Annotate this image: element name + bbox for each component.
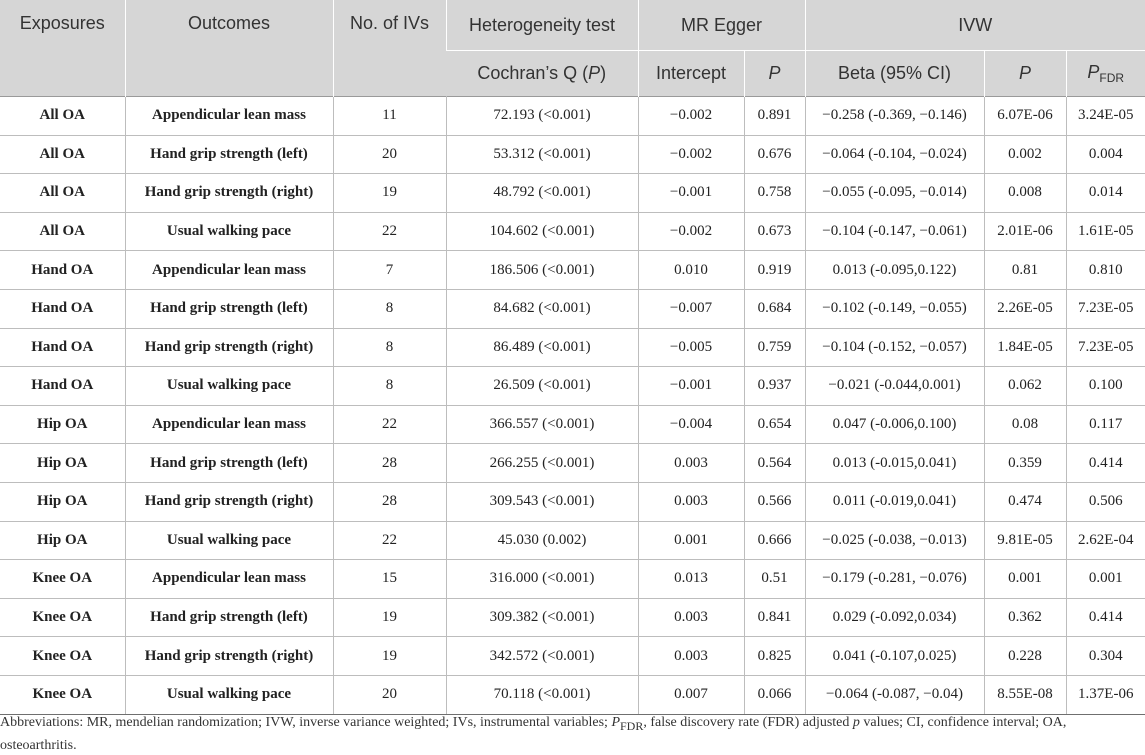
num-ivs-cell: 19 <box>333 598 446 637</box>
num-ivs-cell: 28 <box>333 482 446 521</box>
num-ivs-cell: 7 <box>333 251 446 290</box>
intercept-cell: 0.007 <box>638 675 744 714</box>
pfdr-cell: 0.117 <box>1066 405 1145 444</box>
outcome-cell: Hand grip strength (right) <box>125 174 333 213</box>
ivw-p-cell: 1.84E-05 <box>984 328 1066 367</box>
ivw-p-cell: 0.062 <box>984 367 1066 406</box>
ivw-p-cell: 6.07E-06 <box>984 97 1066 136</box>
beta-ci-cell: 0.047 (-0.006,0.100) <box>805 405 984 444</box>
table-row <box>0 560 1145 599</box>
intercept-cell: −0.001 <box>638 367 744 406</box>
num-ivs-cell: 19 <box>333 174 446 213</box>
egger-p-cell: 0.758 <box>744 174 805 213</box>
beta-ci-cell: −0.055 (-0.095, −0.014) <box>805 174 984 213</box>
intercept-cell: 0.003 <box>638 482 744 521</box>
exposure-cell: Hip OA <box>0 405 125 444</box>
header-intercept: Intercept <box>638 51 744 97</box>
cochran-q-cell: 309.543 (<0.001) <box>446 482 638 521</box>
num-ivs-cell: 8 <box>333 367 446 406</box>
exposure-cell: Hand OA <box>0 289 125 328</box>
pfdr-cell: 0.100 <box>1066 367 1145 406</box>
egger-p-cell: 0.566 <box>744 482 805 521</box>
egger-p-cell: 0.891 <box>744 97 805 136</box>
pfdr-cell: 0.001 <box>1066 560 1145 599</box>
pfdr-cell: 7.23E-05 <box>1066 289 1145 328</box>
beta-ci-cell: 0.013 (-0.015,0.041) <box>805 444 984 483</box>
exposure-cell: All OA <box>0 97 125 136</box>
header-heterogeneity-test: Heterogeneity test <box>446 0 638 51</box>
cochran-q-cell: 70.118 (<0.001) <box>446 675 638 714</box>
outcome-cell: Usual walking pace <box>125 367 333 406</box>
num-ivs-cell: 20 <box>333 675 446 714</box>
exposure-cell: Hand OA <box>0 328 125 367</box>
cochran-q-cell: 48.792 (<0.001) <box>446 174 638 213</box>
intercept-cell: 0.003 <box>638 444 744 483</box>
outcome-cell: Appendicular lean mass <box>125 97 333 136</box>
exposure-cell: All OA <box>0 212 125 251</box>
intercept-cell: −0.001 <box>638 174 744 213</box>
egger-p-cell: 0.684 <box>744 289 805 328</box>
outcome-cell: Appendicular lean mass <box>125 405 333 444</box>
intercept-cell: 0.001 <box>638 521 744 560</box>
outcome-cell: Hand grip strength (left) <box>125 289 333 328</box>
outcome-cell: Usual walking pace <box>125 675 333 714</box>
ivw-p-cell: 0.002 <box>984 135 1066 174</box>
cochran-q-cell: 53.312 (<0.001) <box>446 135 638 174</box>
egger-p-cell: 0.666 <box>744 521 805 560</box>
table-body <box>0 97 1145 715</box>
exposure-cell: Hand OA <box>0 367 125 406</box>
table-row <box>0 135 1145 174</box>
ivw-p-cell: 0.474 <box>984 482 1066 521</box>
ivw-p-cell: 0.228 <box>984 637 1066 676</box>
exposure-cell: Hand OA <box>0 251 125 290</box>
ivw-p-cell: 0.362 <box>984 598 1066 637</box>
cochran-q-cell: 104.602 (<0.001) <box>446 212 638 251</box>
pfdr-cell: 0.004 <box>1066 135 1145 174</box>
ivw-p-cell: 8.55E-08 <box>984 675 1066 714</box>
header-ivw-p: P <box>984 51 1066 97</box>
outcome-cell: Hand grip strength (right) <box>125 637 333 676</box>
ivw-p-cell: 0.08 <box>984 405 1066 444</box>
beta-ci-cell: 0.011 (-0.019,0.041) <box>805 482 984 521</box>
cochran-q-cell: 366.557 (<0.001) <box>446 405 638 444</box>
pfdr-cell: 0.506 <box>1066 482 1145 521</box>
cochran-q-cell: 84.682 (<0.001) <box>446 289 638 328</box>
beta-ci-cell: −0.104 (-0.147, −0.061) <box>805 212 984 251</box>
outcome-cell: Hand grip strength (left) <box>125 444 333 483</box>
intercept-cell: −0.005 <box>638 328 744 367</box>
header-num-ivs: No. of IVs <box>333 0 446 97</box>
egger-p-cell: 0.066 <box>744 675 805 714</box>
cochran-q-cell: 266.255 (<0.001) <box>446 444 638 483</box>
ivw-p-cell: 2.01E-06 <box>984 212 1066 251</box>
header-pfdr: $P_{FDR}$ <box>1066 51 1145 97</box>
beta-ci-cell: −0.021 (-0.044,0.001) <box>805 367 984 406</box>
exposure-cell: All OA <box>0 174 125 213</box>
cochran-q-cell: 309.382 (<0.001) <box>446 598 638 637</box>
intercept-cell: −0.004 <box>638 405 744 444</box>
header-cochran-q: Cochran’s Q (P) <box>446 51 638 97</box>
beta-ci-cell: 0.013 (-0.095,0.122) <box>805 251 984 290</box>
cochran-q-cell: 342.572 (<0.001) <box>446 637 638 676</box>
ivw-p-cell: 9.81E-05 <box>984 521 1066 560</box>
table-row <box>0 444 1145 483</box>
intercept-cell: −0.002 <box>638 135 744 174</box>
ivw-p-cell: 0.81 <box>984 251 1066 290</box>
egger-p-cell: 0.825 <box>744 637 805 676</box>
pfdr-cell: 0.014 <box>1066 174 1145 213</box>
pfdr-cell: 2.62E-04 <box>1066 521 1145 560</box>
outcome-cell: Appendicular lean mass <box>125 560 333 599</box>
exposure-cell: Hip OA <box>0 521 125 560</box>
header-ivw: IVW <box>805 0 1145 51</box>
outcome-cell: Hand grip strength (left) <box>125 135 333 174</box>
pfdr-cell: 1.37E-06 <box>1066 675 1145 714</box>
pfdr-cell: 7.23E-05 <box>1066 328 1145 367</box>
cochran-q-cell: 45.030 (0.002) <box>446 521 638 560</box>
num-ivs-cell: 8 <box>333 289 446 328</box>
egger-p-cell: 0.564 <box>744 444 805 483</box>
egger-p-cell: 0.759 <box>744 328 805 367</box>
table-row <box>0 637 1145 676</box>
table-row <box>0 174 1145 213</box>
exposure-cell: Knee OA <box>0 598 125 637</box>
beta-ci-cell: 0.041 (-0.107,0.025) <box>805 637 984 676</box>
num-ivs-cell: 8 <box>333 328 446 367</box>
intercept-cell: 0.010 <box>638 251 744 290</box>
num-ivs-cell: 22 <box>333 405 446 444</box>
cochran-q-cell: 26.509 (<0.001) <box>446 367 638 406</box>
header-outcomes: Outcomes <box>125 0 333 97</box>
outcome-cell: Appendicular lean mass <box>125 251 333 290</box>
outcome-cell: Usual walking pace <box>125 212 333 251</box>
num-ivs-cell: 19 <box>333 637 446 676</box>
ivw-p-cell: 0.359 <box>984 444 1066 483</box>
header-beta-ci: Beta (95% CI) <box>805 51 984 97</box>
table-row <box>0 367 1145 406</box>
outcome-cell: Hand grip strength (right) <box>125 482 333 521</box>
egger-p-cell: 0.841 <box>744 598 805 637</box>
beta-ci-cell: −0.258 (-0.369, −0.146) <box>805 97 984 136</box>
table-row <box>0 212 1145 251</box>
beta-ci-cell: −0.064 (-0.104, −0.024) <box>805 135 984 174</box>
ivw-p-cell: 2.26E-05 <box>984 289 1066 328</box>
table-row <box>0 675 1145 714</box>
egger-p-cell: 0.654 <box>744 405 805 444</box>
egger-p-cell: 0.673 <box>744 212 805 251</box>
cochran-q-cell: 72.193 (<0.001) <box>446 97 638 136</box>
num-ivs-cell: 11 <box>333 97 446 136</box>
pfdr-cell: 0.304 <box>1066 637 1145 676</box>
header-mr-egger: MR Egger <box>638 0 805 51</box>
outcome-cell: Hand grip strength (right) <box>125 328 333 367</box>
pfdr-cell: 1.61E-05 <box>1066 212 1145 251</box>
beta-ci-cell: −0.064 (-0.087, −0.04) <box>805 675 984 714</box>
cochran-q-cell: 186.506 (<0.001) <box>446 251 638 290</box>
table-row <box>0 251 1145 290</box>
pfdr-cell: 0.414 <box>1066 598 1145 637</box>
cochran-q-cell: 316.000 (<0.001) <box>446 560 638 599</box>
num-ivs-cell: 28 <box>333 444 446 483</box>
exposure-cell: Knee OA <box>0 560 125 599</box>
table-footnote: Abbreviations: MR, mendelian randomization; IVW, inverse variance weighted; IVs, instrumental variables; $P_{FDR}$, false discovery rate (FDR) adjusted p values; CI, confidence interval; OA, osteoarthritis. <box>0 715 1067 753</box>
beta-ci-cell: −0.179 (-0.281, −0.076) <box>805 560 984 599</box>
exposure-cell: Knee OA <box>0 637 125 676</box>
egger-p-cell: 0.937 <box>744 367 805 406</box>
exposure-cell: Hip OA <box>0 444 125 483</box>
ivw-p-cell: 0.001 <box>984 560 1066 599</box>
table-header <box>0 0 1145 97</box>
beta-ci-cell: −0.102 (-0.149, −0.055) <box>805 289 984 328</box>
ivw-p-cell: 0.008 <box>984 174 1066 213</box>
table-row <box>0 598 1145 637</box>
egger-p-cell: 0.919 <box>744 251 805 290</box>
cochran-q-cell: 86.489 (<0.001) <box>446 328 638 367</box>
intercept-cell: −0.002 <box>638 212 744 251</box>
pfdr-cell: 3.24E-05 <box>1066 97 1145 136</box>
pfdr-cell: 0.810 <box>1066 251 1145 290</box>
num-ivs-cell: 15 <box>333 560 446 599</box>
pfdr-cell: 0.414 <box>1066 444 1145 483</box>
header-egger-p: P <box>744 51 805 97</box>
num-ivs-cell: 20 <box>333 135 446 174</box>
egger-p-cell: 0.51 <box>744 560 805 599</box>
beta-ci-cell: −0.104 (-0.152, −0.057) <box>805 328 984 367</box>
num-ivs-cell: 22 <box>333 521 446 560</box>
intercept-cell: 0.013 <box>638 560 744 599</box>
table-row <box>0 328 1145 367</box>
beta-ci-cell: 0.029 (-0.092,0.034) <box>805 598 984 637</box>
table-row <box>0 289 1145 328</box>
intercept-cell: −0.002 <box>638 97 744 136</box>
intercept-cell: 0.003 <box>638 598 744 637</box>
intercept-cell: −0.007 <box>638 289 744 328</box>
outcome-cell: Hand grip strength (left) <box>125 598 333 637</box>
table-row <box>0 97 1145 136</box>
table-row <box>0 521 1145 560</box>
egger-p-cell: 0.676 <box>744 135 805 174</box>
header-exposures: Exposures <box>0 0 125 97</box>
exposure-cell: Hip OA <box>0 482 125 521</box>
exposure-cell: Knee OA <box>0 675 125 714</box>
outcome-cell: Usual walking pace <box>125 521 333 560</box>
intercept-cell: 0.003 <box>638 637 744 676</box>
beta-ci-cell: −0.025 (-0.038, −0.013) <box>805 521 984 560</box>
table-row <box>0 482 1145 521</box>
num-ivs-cell: 22 <box>333 212 446 251</box>
exposure-cell: All OA <box>0 135 125 174</box>
table-row <box>0 405 1145 444</box>
